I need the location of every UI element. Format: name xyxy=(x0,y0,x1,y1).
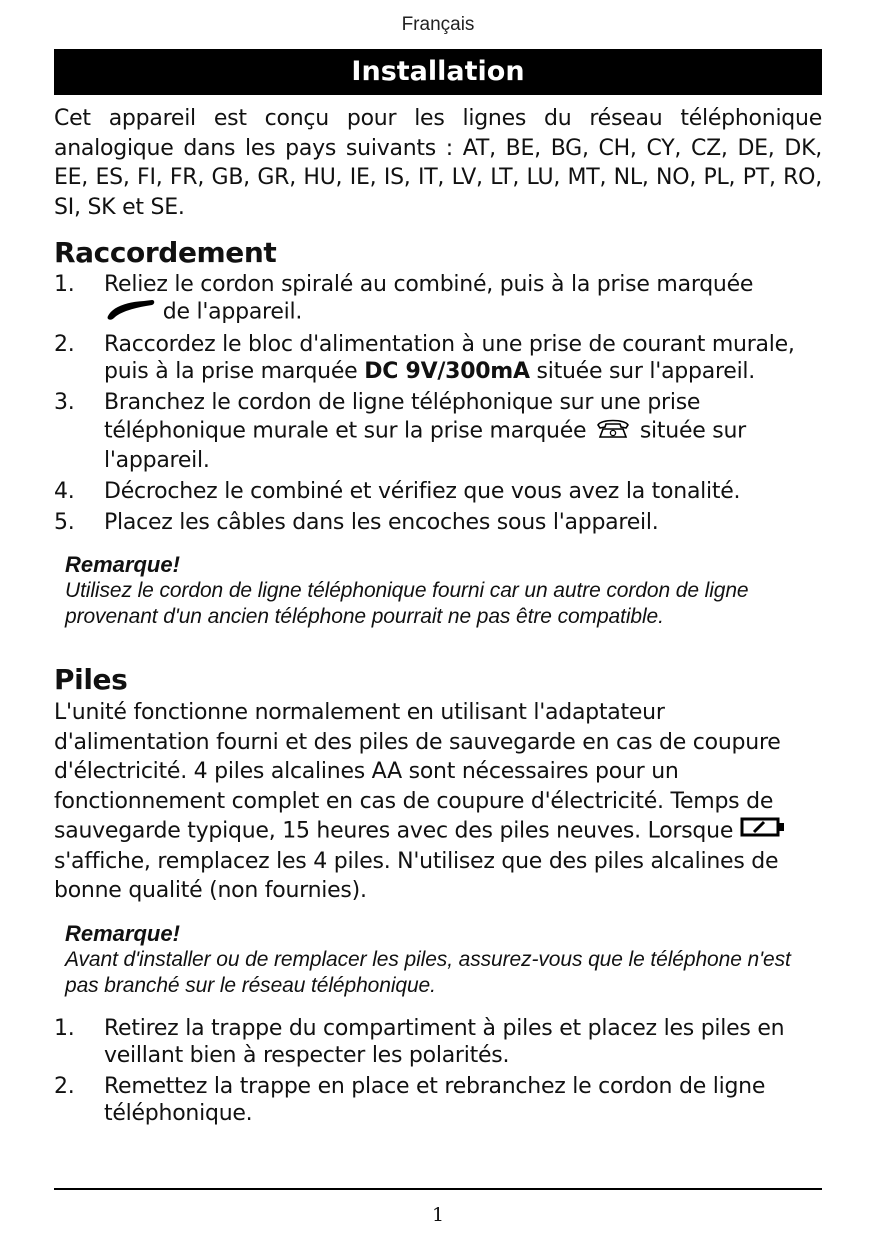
raccordement-note xyxy=(65,551,822,630)
note-title: Remarque! xyxy=(65,921,180,946)
raccordement-steps xyxy=(54,271,822,536)
piles-steps xyxy=(54,1015,822,1127)
raccordement-heading: Raccordement xyxy=(54,236,277,269)
step-text: Reliez le cordon spiralé au combiné, puis à la prise marquée xyxy=(104,272,754,297)
list-item xyxy=(54,1073,822,1127)
telephone-icon xyxy=(593,416,633,447)
step-text: Remettez la trappe en place et rebranchez le cordon de ligne téléphonique. xyxy=(104,1074,766,1126)
step-number: 5. xyxy=(54,510,75,535)
step-number: 3. xyxy=(54,390,75,415)
power-spec: DC 9V/300mA xyxy=(364,359,530,384)
intro-paragraph: Cet appareil est conçu pour les lignes du réseau téléphonique analogique dans les pays suivants : AT, BE, BG, CH, CY, CZ, DE, DK, EE, ES, FI, FR, GB, GR, HU, IE, IS, IT, LV, LT, LU, MT, NL, NO, PL, PT, RO, SI, SK et SE. xyxy=(54,106,822,220)
step-text: de l'appareil. xyxy=(162,299,303,325)
list-item xyxy=(54,331,822,385)
list-item xyxy=(54,509,822,536)
step-number: 2. xyxy=(54,332,75,357)
intro-section xyxy=(54,104,822,222)
step-text: Retirez la trappe du compartiment à piles et placez les piles en veillant bien à respecter les polarités. xyxy=(104,1016,785,1068)
piles-heading: Piles xyxy=(54,663,128,696)
step-text: Placez les câbles dans les encoches sous l'appareil. xyxy=(104,510,659,535)
page-number: 1 xyxy=(431,1204,445,1226)
step-text: située sur l'appareil. xyxy=(104,418,746,473)
manual-page xyxy=(54,0,822,1241)
piles-text: s'affiche, remplacez les 4 piles. N'utilisez que des piles alcalines de bonne qualité (non fournies). xyxy=(54,848,779,903)
piles-steps-section xyxy=(54,1015,822,1131)
list-item xyxy=(54,478,822,505)
step-text: Raccordez le bloc d'alimentation à une prise de courant murale, puis à la prise marquée xyxy=(104,332,795,384)
step-number: 2. xyxy=(54,1074,75,1099)
step-text: Décrochez le combiné et vérifiez que vous avez la tonalité. xyxy=(104,479,741,504)
page-title: Installation xyxy=(54,49,822,95)
handset-icon xyxy=(104,298,156,327)
step-number: 1. xyxy=(54,1016,75,1041)
raccordement-section xyxy=(54,237,822,540)
list-item xyxy=(54,389,822,474)
piles-note xyxy=(65,920,822,999)
list-item xyxy=(54,1015,822,1069)
step-number: 1. xyxy=(54,272,75,297)
piles-paragraph xyxy=(54,698,822,906)
step-text: Branchez le cordon de ligne téléphonique sur une prise téléphonique murale et sur la prise marquée xyxy=(104,390,701,444)
footer-divider xyxy=(54,1188,822,1190)
step-number: 4. xyxy=(54,479,75,504)
step-text: située sur l'appareil. xyxy=(536,359,756,384)
note-text: Avant d'installer ou de remplacer les piles, assurez-vous que le téléphone n'est pas branché sur le réseau téléphonique. xyxy=(65,948,791,997)
piles-section xyxy=(54,664,822,906)
piles-text: L'unité fonctionne normalement en utilisant l'adaptateur d'alimentation fourni et des piles de sauvegarde en cas de coupure d'électricité. 4 piles alcalines AA sont nécessaires pour un fonctionnement complet en cas de coupure d'électricité. Temps de sauvegarde typique, 15 heures avec des piles neuves. Lorsque xyxy=(54,700,781,844)
battery-low-icon xyxy=(740,816,786,847)
note-title: Remarque! xyxy=(65,552,180,577)
note-text: Utilisez le cordon de ligne téléphonique fourni car un autre cordon de ligne provenant d'un ancien téléphone pourrait ne pas être compatible. xyxy=(65,579,749,628)
list-item xyxy=(54,271,822,327)
language-header: Français xyxy=(401,14,475,35)
